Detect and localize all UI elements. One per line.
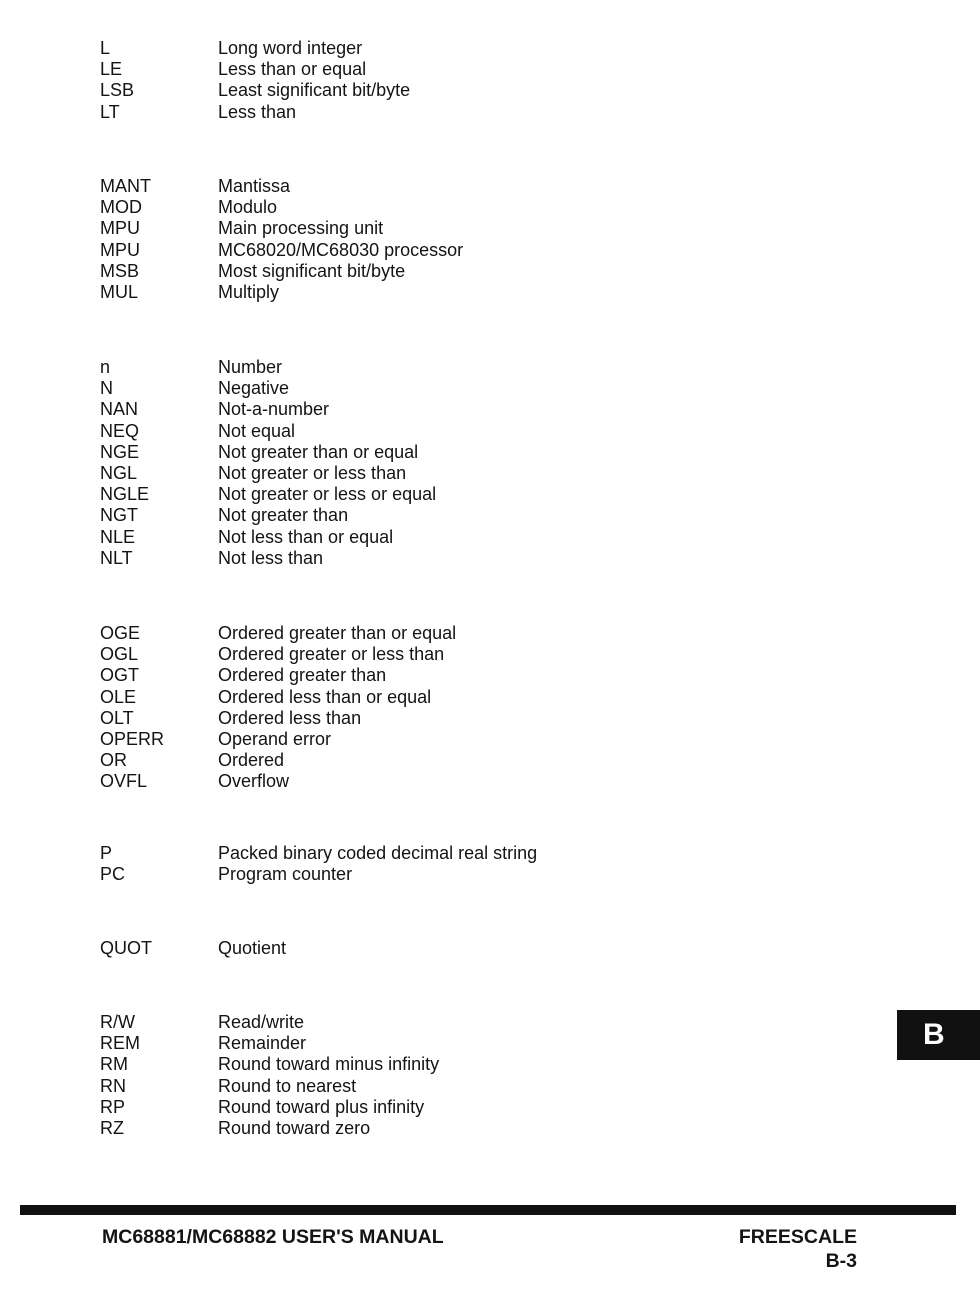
abbreviation-definition: Not greater than (218, 505, 349, 526)
footer-manual-title: MC68881/MC68882 USER'S MANUAL (102, 1226, 444, 1248)
abbreviation: RP (100, 1096, 126, 1117)
abbreviation-definition: Round to nearest (218, 1075, 357, 1096)
abbreviation: REM (100, 1033, 140, 1054)
appendix-tab-marker: B (897, 1010, 980, 1060)
abbreviation: MSB (100, 260, 140, 281)
abbreviation: NLT (100, 547, 133, 568)
abbreviation: RN (100, 1075, 126, 1096)
abbreviation-definition: Ordered (218, 750, 285, 771)
abbreviation: LSB (100, 80, 135, 101)
abbreviation-definition: Read/write (218, 1012, 305, 1032)
abbreviation: NGL (100, 462, 138, 483)
abbreviation-definition: Ordered greater than or equal (218, 623, 457, 643)
abbreviation-definition: Long word integer (218, 38, 363, 58)
abbreviation-definition: Negative (218, 378, 290, 399)
abbreviation: RM (100, 1054, 128, 1075)
abbreviation: OVFL (100, 771, 148, 792)
abbreviation: OGE (100, 623, 141, 643)
abbreviation-definition: Remainder (218, 1033, 307, 1054)
abbreviation: L (100, 38, 111, 58)
abbreviation-definition: Not greater or less or equal (218, 484, 437, 505)
abbreviation-definition: Packed binary coded decimal real string (218, 843, 538, 863)
abbreviation: NGE (100, 441, 140, 462)
abbreviation-definition: Operand error (218, 728, 332, 749)
abbreviation-definition: Not greater or less than (218, 462, 407, 483)
abbreviation-definition: Ordered greater or less than (218, 644, 445, 665)
abbreviation-definition: Quotient (218, 938, 287, 958)
abbreviation: OGT (100, 665, 139, 686)
abbreviation-definition: Not equal (218, 420, 296, 441)
abbreviation-definition: Not less than or equal (218, 526, 394, 547)
abbreviation: NGT (100, 505, 138, 526)
abbreviation-definition: Main processing unit (218, 218, 384, 239)
abbreviation: RZ (100, 1117, 124, 1138)
abbreviation: N (100, 378, 113, 399)
abbreviation-definition: Less than (218, 101, 297, 122)
abbreviation-definition: Ordered less than or equal (218, 686, 432, 707)
abbreviation-definition: Most significant bit/byte (218, 260, 406, 281)
abbreviation: n (100, 357, 111, 377)
abbreviation-definition: Mantissa (218, 176, 291, 196)
abbreviation-definition: Multiply (218, 281, 280, 302)
abbreviation-definition: Least significant bit/byte (218, 80, 411, 101)
abbreviation: NAN (100, 399, 139, 420)
abbreviation: LT (100, 101, 120, 122)
abbreviation: OPERR (100, 728, 165, 749)
abbreviation: MOD (100, 197, 142, 218)
abbreviation-definition: Less than or equal (218, 59, 367, 80)
abbreviation: NEQ (100, 420, 140, 441)
abbreviation: OLE (100, 686, 137, 707)
footer-brand: FREESCALE (738, 1226, 857, 1248)
abbreviation-definition: Number (218, 357, 283, 377)
abbreviation: MUL (100, 281, 139, 302)
abbreviation-definition: Program counter (218, 864, 353, 885)
abbreviation-definition: Ordered greater than (218, 665, 387, 686)
abbreviation: MPU (100, 239, 140, 260)
abbreviation: P (100, 843, 113, 863)
abbreviation: QUOT (100, 938, 152, 958)
abbreviation-definition: Modulo (218, 197, 278, 218)
footer-rule (20, 1205, 956, 1215)
footer-page-number: B-3 (825, 1250, 857, 1272)
abbreviation-definition: Round toward zero (218, 1117, 371, 1138)
abbreviation: OLT (100, 707, 134, 728)
abbreviation-definition: Round toward plus infinity (218, 1096, 425, 1117)
abbreviation: PC (100, 864, 126, 885)
abbreviation-definition: MC68020/MC68030 processor (218, 239, 464, 260)
abbreviation: MPU (100, 218, 140, 239)
abbreviation: LE (100, 59, 123, 80)
abbreviation: NGLE (100, 484, 150, 505)
abbreviation-definition: Not less than (218, 547, 324, 568)
abbreviation-definition: Overflow (218, 771, 290, 792)
abbreviation: NLE (100, 526, 136, 547)
abbreviation: OR (100, 750, 127, 771)
abbreviation-definition: Not-a-number (218, 399, 330, 420)
abbreviation-definition: Round toward minus infinity (218, 1054, 440, 1075)
abbreviation: R/W (100, 1012, 135, 1032)
abbreviation-definition: Ordered less than (218, 707, 362, 728)
abbreviation-definition: Not greater than or equal (218, 441, 419, 462)
abbreviation: OGL (100, 644, 139, 665)
abbreviation: MANT (100, 176, 151, 196)
